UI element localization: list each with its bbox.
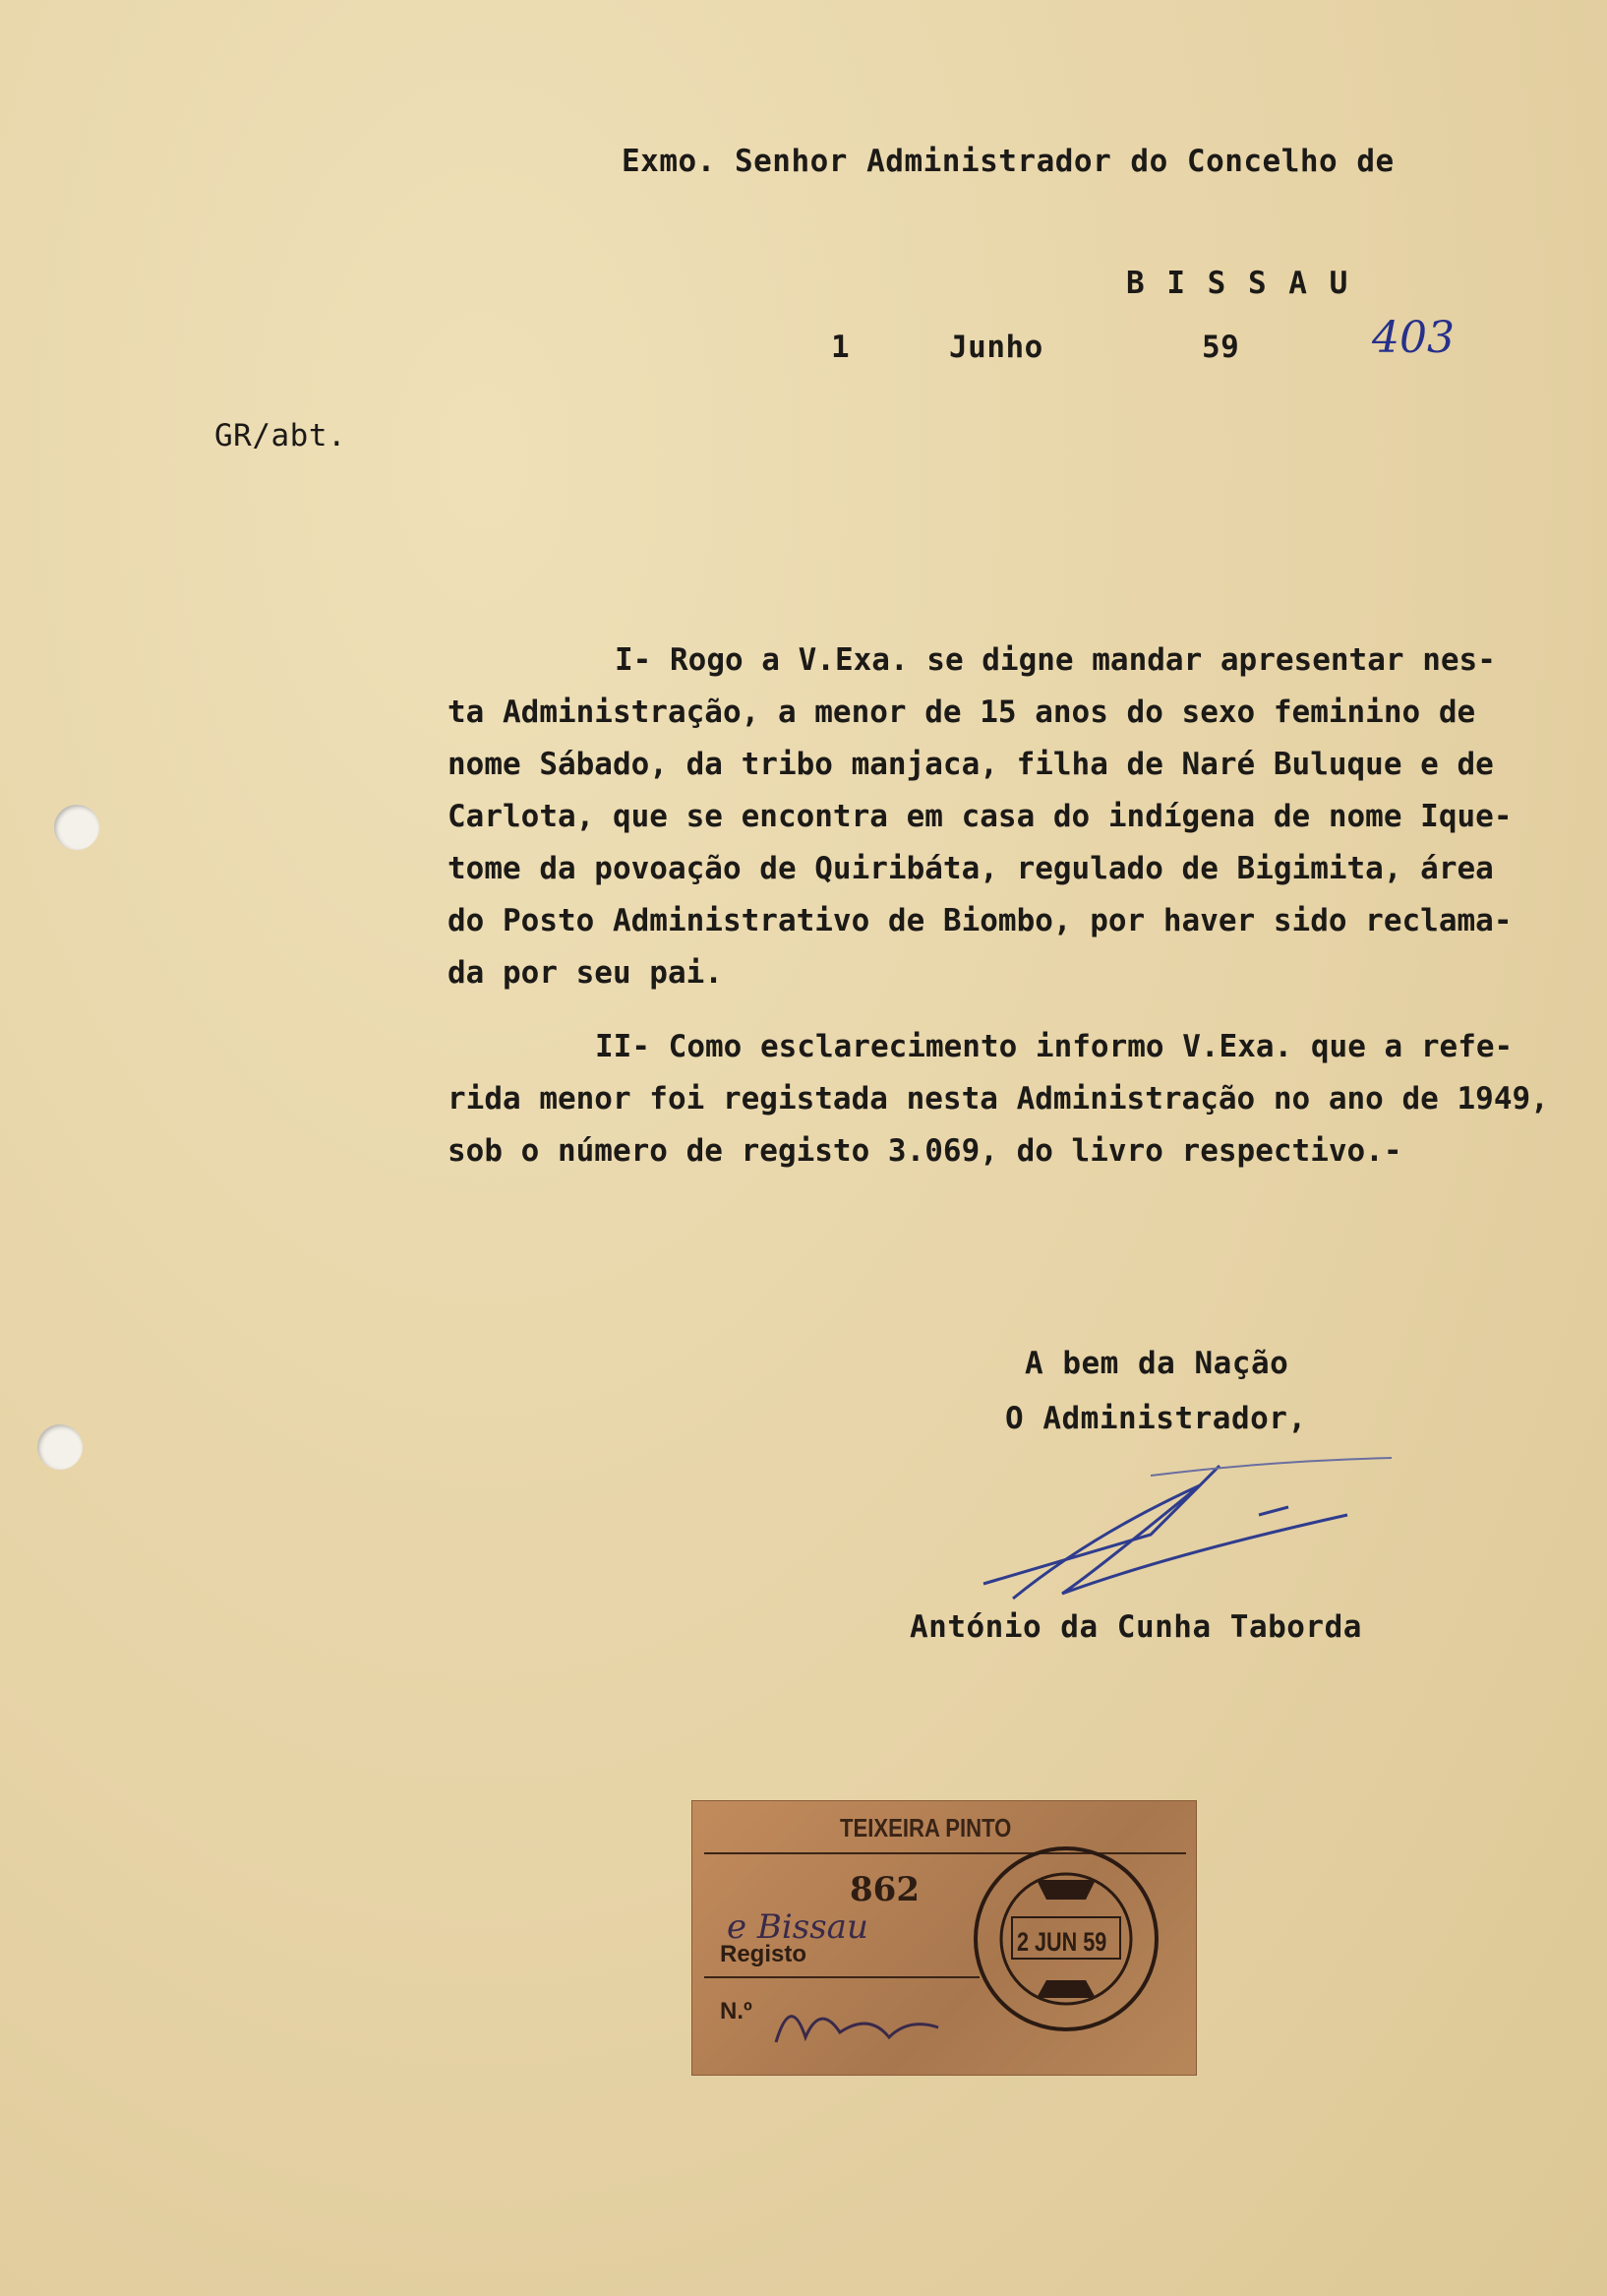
paragraph-2	[447, 1021, 1598, 1178]
paragraph-1-line: I- Rogo a V.Exa. se digne mandar apresentar nes-	[615, 642, 1496, 678]
paragraph-1-line: tome da povoação de Quiribáta, regulado de Bigimita, área	[447, 851, 1494, 886]
paragraph-2-line: sob o número de registo 3.069, do livro respectivo.-	[447, 1133, 1402, 1169]
stamp-registo-label: Registo	[720, 1941, 807, 1967]
stamp-rule	[704, 1976, 980, 1978]
paragraph-1	[447, 634, 1598, 999]
paragraph-1-line: do Posto Administrativo de Biombo, por haver sido reclama-	[447, 903, 1513, 938]
date-day: 1	[831, 330, 851, 365]
signature	[974, 1446, 1406, 1623]
stamp-number: 862	[850, 1870, 920, 1909]
date-month: Junho	[949, 330, 1043, 365]
punch-hole	[54, 805, 99, 850]
postmark-date: 2 JUN 59	[1017, 1927, 1107, 1957]
date-year: 59	[1202, 330, 1240, 365]
addressee-line: Exmo. Senhor Administrador do Concelho de	[622, 144, 1395, 179]
closing-role: O Administrador,	[1005, 1401, 1307, 1436]
paragraph-2-line: rida menor foi registada nesta Administração no ano de 1949,	[447, 1081, 1549, 1117]
paragraph-2-line: II- Como esclarecimento informo V.Exa. que a refe-	[595, 1029, 1514, 1064]
paragraph-1-line: nome Sábado, da tribo manjaca, filha de Naré Buluque e de	[447, 747, 1494, 782]
stamp-office: TEIXEIRA PINTO	[840, 1813, 1012, 1843]
closing-salutation: A bem da Nação	[1025, 1346, 1289, 1381]
registry-stamp	[691, 1800, 1197, 2076]
stamp-handwriting	[771, 1983, 948, 2062]
city-line: B I S S A U	[1126, 266, 1350, 301]
stamp-handwritten-place: e Bissau	[727, 1907, 868, 1947]
handwritten-number: 403	[1372, 313, 1455, 363]
paragraph-1-line: ta Administração, a menor de 15 anos do sexo feminino de	[447, 695, 1476, 730]
punch-hole	[37, 1424, 83, 1470]
reference-code: GR/abt.	[214, 418, 347, 453]
signatory-name: António da Cunha Taborda	[910, 1609, 1362, 1645]
paragraph-1-line: Carlota, que se encontra em casa do indígena de nome Ique-	[447, 799, 1513, 834]
paragraph-1-line: da por seu pai.	[447, 955, 723, 991]
stamp-no-label: N.º	[720, 1998, 752, 2024]
